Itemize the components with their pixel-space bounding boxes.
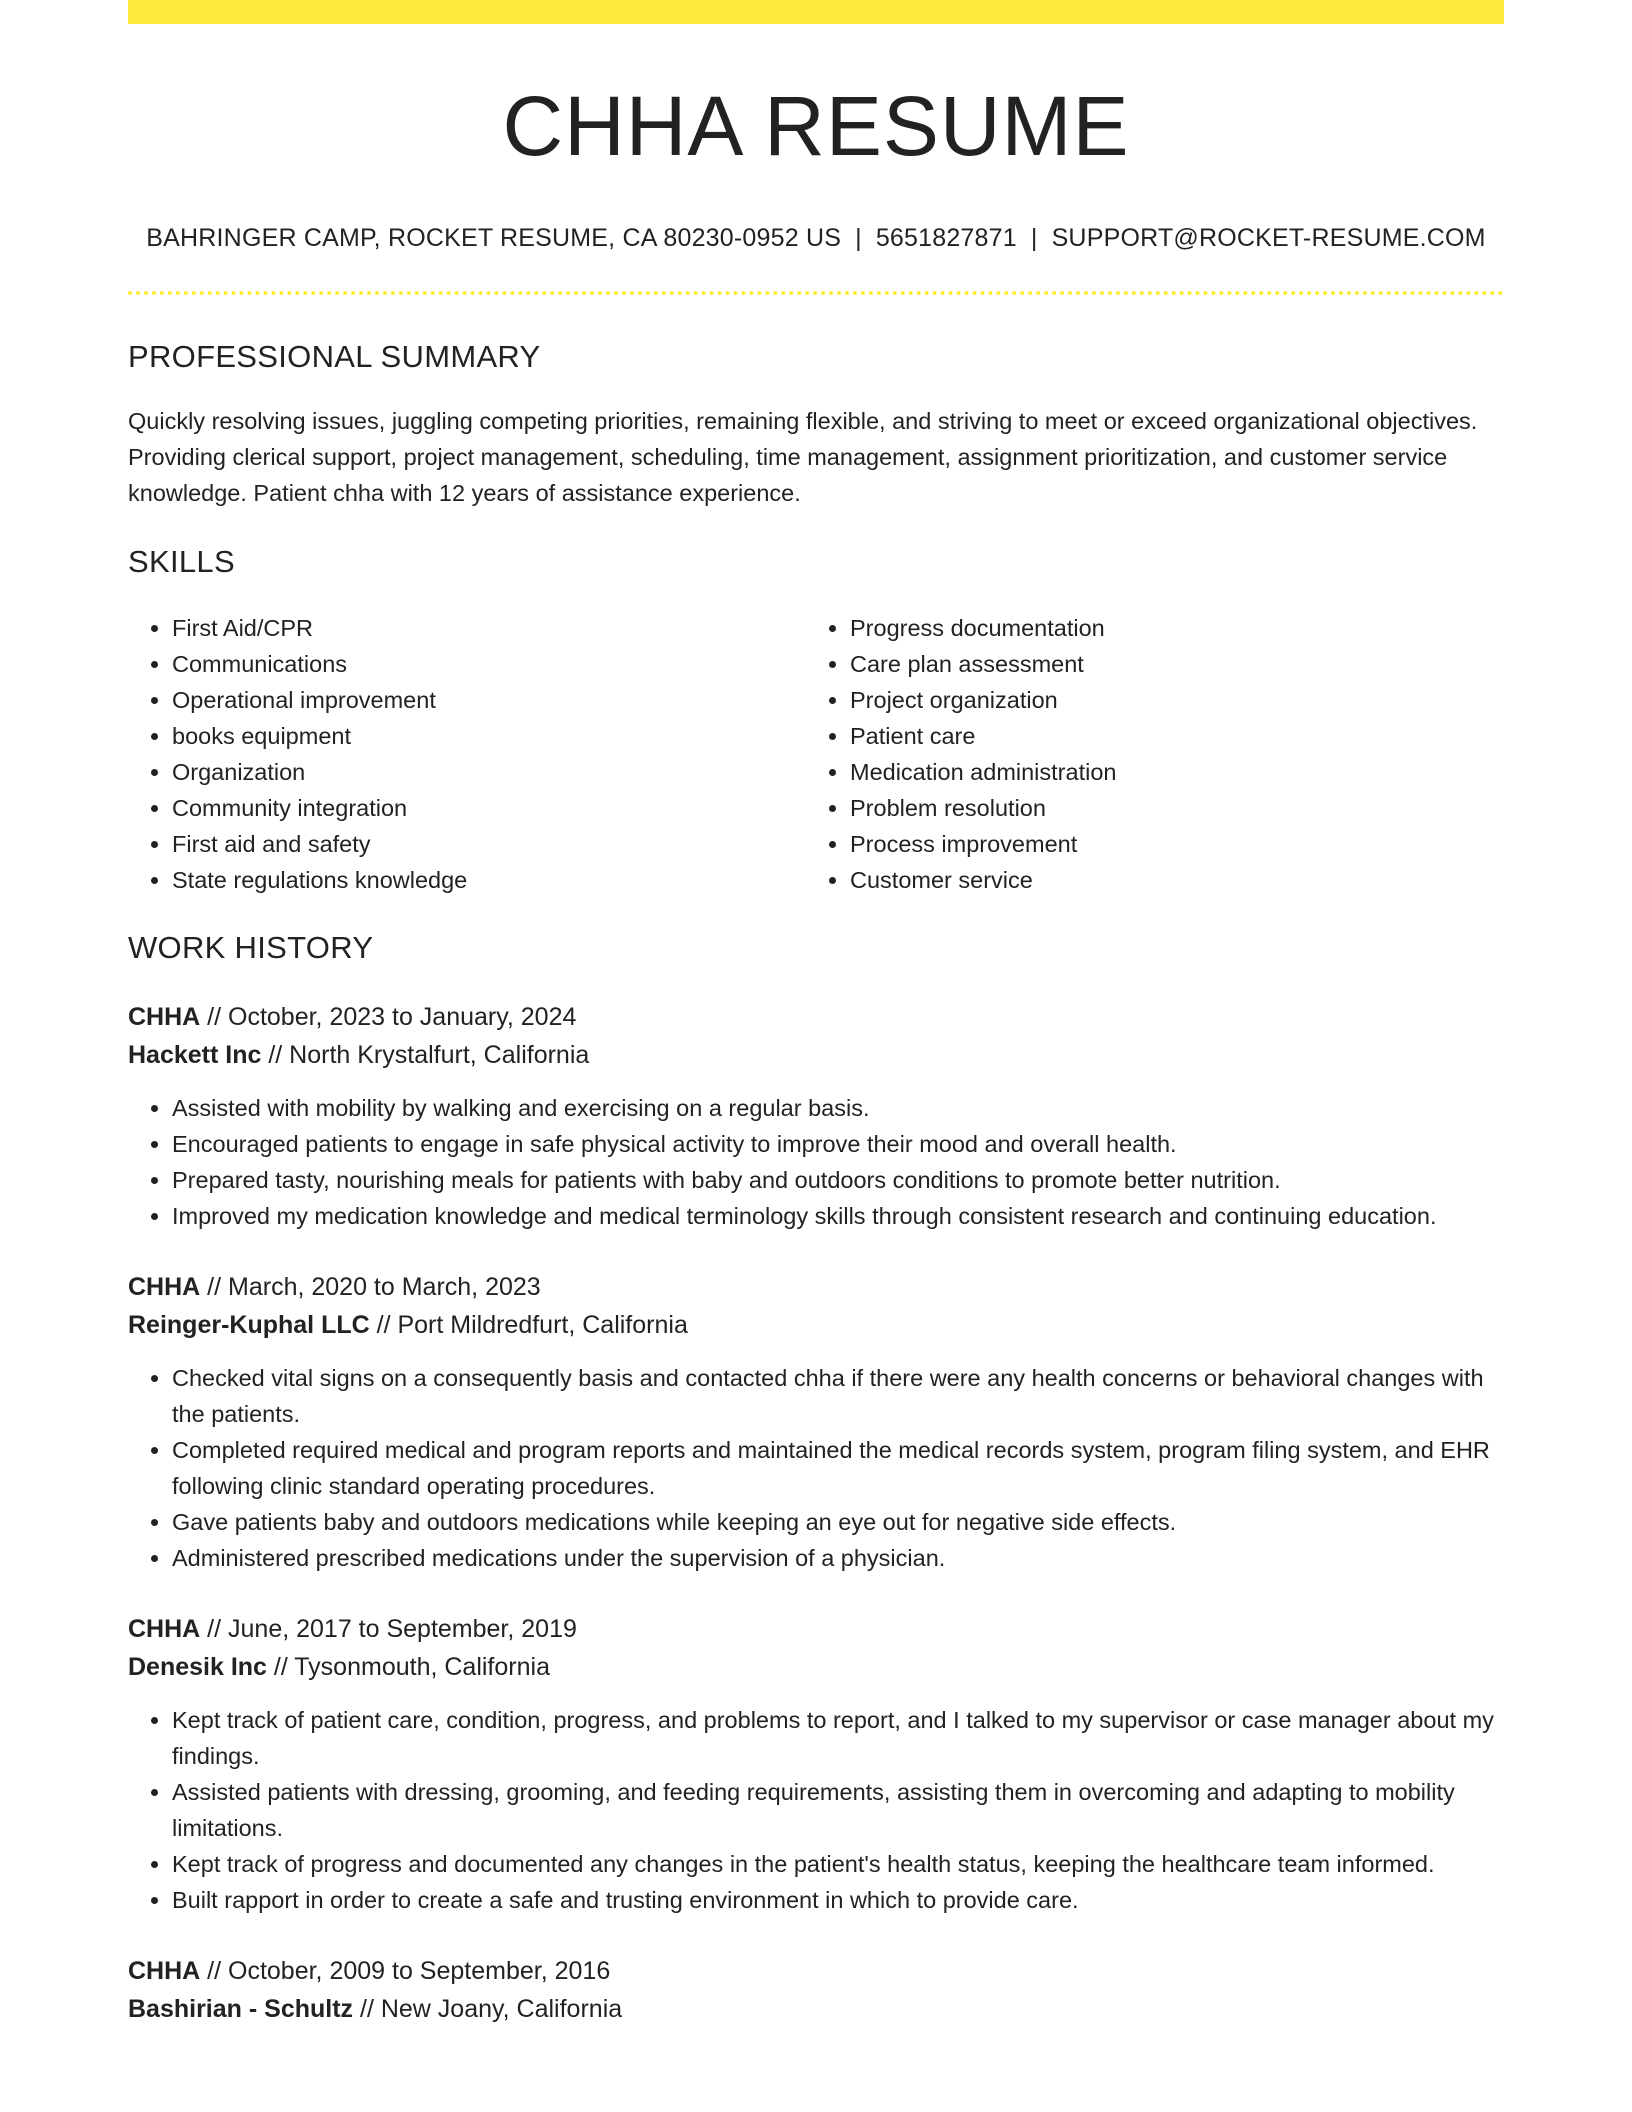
job-bullet: • Improved my medication knowledge and medical terminology skills through consistent research and continuing education. xyxy=(172,1198,1504,1234)
job-company: Hackett Inc xyxy=(128,1041,262,1069)
job-bullet: • Administered prescribed medications under the supervision of a physician. xyxy=(172,1540,1504,1576)
skill-item: • First aid and safety xyxy=(172,826,806,862)
job-role-line xyxy=(128,998,1504,1036)
skill-item: • books equipment xyxy=(172,718,806,754)
job-company-line xyxy=(128,1306,1504,1344)
job-entry xyxy=(128,1268,1504,1576)
job-bullet: • Kept track of progress and documented any changes in the patient's health status, keeping the healthcare team informed. xyxy=(172,1846,1504,1882)
contact-line xyxy=(128,224,1504,253)
dotted-divider xyxy=(128,291,1504,295)
job-entry xyxy=(128,1952,1504,2028)
job-role-line xyxy=(128,1610,1504,1648)
job-bullets xyxy=(128,1702,1504,1918)
contact-address: BAHRINGER CAMP, ROCKET RESUME, CA 80230-0952 US xyxy=(146,224,842,252)
job-bullet: • Prepared tasty, nourishing meals for patients with baby and outdoors conditions to promote better nutrition. xyxy=(172,1162,1504,1198)
summary-heading: PROFESSIONAL SUMMARY xyxy=(128,339,541,374)
skill-item: • Medication administration xyxy=(850,754,1504,790)
summary-text: Quickly resolving issues, juggling competing priorities, remaining flexible, and striving to meet or exceed organizational objectives. Providing clerical support, project management, scheduling, time management, assignment prioritization, and customer service knowledge. Patient chha with 12 years of assistance experience. xyxy=(128,408,1478,506)
skills-column-left xyxy=(128,610,806,898)
job-bullets xyxy=(128,1090,1504,1234)
skill-item: • Operational improvement xyxy=(172,682,806,718)
skill-item: • Project organization xyxy=(850,682,1504,718)
job-entry xyxy=(128,1610,1504,1918)
accent-top-bar xyxy=(128,0,1504,24)
job-dates: // October, 2023 to January, 2024 xyxy=(207,1003,577,1031)
job-company-line xyxy=(128,1990,1504,2028)
job-company-line xyxy=(128,1036,1504,1074)
contact-separator: | xyxy=(1030,224,1038,252)
job-bullet: • Completed required medical and program reports and maintained the medical records system, program filing system, and EHR following clinic standard operating procedures. xyxy=(172,1432,1504,1504)
job-bullets xyxy=(128,1360,1504,1576)
job-location: // Port Mildredfurt, California xyxy=(376,1311,688,1339)
skill-item: • Organization xyxy=(172,754,806,790)
job-dates: // June, 2017 to September, 2019 xyxy=(207,1615,577,1643)
job-bullet: • Assisted patients with dressing, grooming, and feeding requirements, assisting them in overcoming and adapting to mobility limitations. xyxy=(172,1774,1504,1846)
job-location: // North Krystalfurt, California xyxy=(268,1041,590,1069)
job-bullet: • Kept track of patient care, condition, progress, and problems to report, and I talked to my supervisor or case manager about my findings. xyxy=(172,1702,1504,1774)
skill-item: • Communications xyxy=(172,646,806,682)
job-bullet: • Gave patients baby and outdoors medications while keeping an eye out for negative side effects. xyxy=(172,1504,1504,1540)
job-role-line xyxy=(128,1952,1504,1990)
skill-item: • Process improvement xyxy=(850,826,1504,862)
job-role: CHHA xyxy=(128,1957,201,1985)
job-company: Reinger-Kuphal LLC xyxy=(128,1311,370,1339)
job-role: CHHA xyxy=(128,1003,201,1031)
skill-item: • Care plan assessment xyxy=(850,646,1504,682)
job-location: // New Joany, California xyxy=(360,1995,623,2023)
job-role: CHHA xyxy=(128,1273,201,1301)
skill-item: • First Aid/CPR xyxy=(172,610,806,646)
job-entry xyxy=(128,998,1504,1234)
skill-item: • Progress documentation xyxy=(850,610,1504,646)
job-bullet: • Encouraged patients to engage in safe physical activity to improve their mood and overall health. xyxy=(172,1126,1504,1162)
skill-item: • Patient care xyxy=(850,718,1504,754)
contact-separator: | xyxy=(855,224,862,252)
contact-email: SUPPORT@ROCKET-RESUME.COM xyxy=(1051,224,1486,252)
job-bullet: • Assisted with mobility by walking and exercising on a regular basis. xyxy=(172,1090,1504,1126)
job-dates: // March, 2020 to March, 2023 xyxy=(207,1273,541,1301)
skill-item: • Community integration xyxy=(172,790,806,826)
job-company: Denesik Inc xyxy=(128,1653,267,1681)
resume-title: CHHA RESUME xyxy=(502,79,1130,173)
resume-page xyxy=(128,0,1504,2028)
skills-column-right xyxy=(806,610,1504,898)
skills-grid xyxy=(128,610,1504,898)
job-role: CHHA xyxy=(128,1615,201,1643)
job-location: // Tysonmouth, California xyxy=(273,1653,550,1681)
job-company: Bashirian - Schultz xyxy=(128,1995,354,2023)
contact-phone: 5651827871 xyxy=(875,224,1017,252)
job-bullet: • Checked vital signs on a consequently basis and contacted chha if there were any health concerns or behavioral changes with the patients. xyxy=(172,1360,1504,1432)
job-company-line xyxy=(128,1648,1504,1686)
job-dates: // October, 2009 to September, 2016 xyxy=(207,1957,611,1985)
skill-item: • Problem resolution xyxy=(850,790,1504,826)
job-bullet: • Built rapport in order to create a safe and trusting environment in which to provide care. xyxy=(172,1882,1504,1918)
work-history-heading: WORK HISTORY xyxy=(128,930,374,965)
skill-item: • Customer service xyxy=(850,862,1504,898)
skills-heading: SKILLS xyxy=(128,544,235,579)
skill-item: • State regulations knowledge xyxy=(172,862,806,898)
job-role-line xyxy=(128,1268,1504,1306)
